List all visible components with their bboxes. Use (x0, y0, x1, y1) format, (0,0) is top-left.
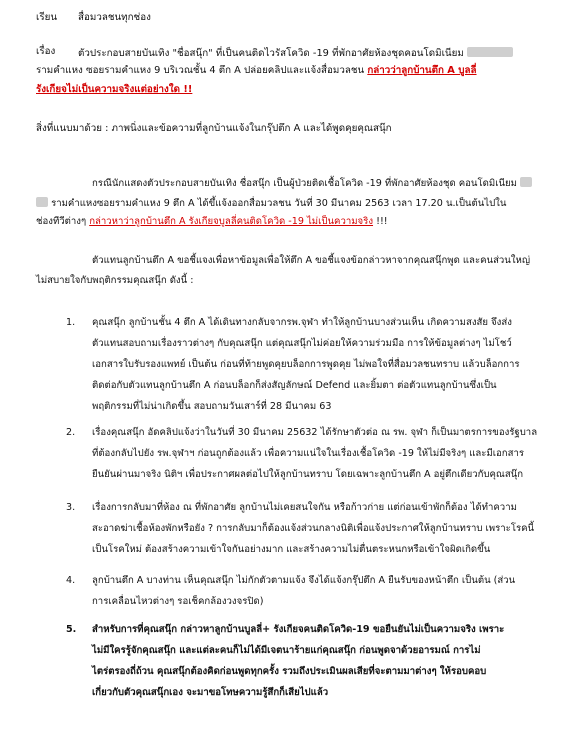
list-item-line: เป็นโรคใหม่ ต้องสร้างความเข้าใจกันอย่างมาก และสร้างความไม่ตื่นตระหนกหรือเข้าใจผิดเกิดขึ้น (92, 544, 491, 555)
list-item-number: 3. (66, 502, 76, 513)
intro-text-3-pre: ช่องทีวีต่างๆ (36, 216, 87, 227)
subject-text-1: ตัวประกอบสายบันเทิง "ชื่อสนุ๊ก" ที่เป็นคนติดไวรัสโควิด -19 ที่พักอาศัยห้องชุดคอนโดมิเนียม (78, 48, 464, 59)
redacted-name (467, 47, 513, 57)
list-item-number: 4. (66, 575, 76, 586)
list-item-line: สะอาดฆ่าเชื้อห้องพักหรือยัง ? การกลับมาก็ต้องแจ้งส่วนกลางนิติเพื่อแจ้งประกาศให้ลูกบ้านทราบ เพราะโรคนี้ (92, 523, 535, 534)
list-item-line: ที่ต้องกลับไปยัง รพ.จุฬาฯ ก่อนถูกต้องแล้ว เพื่อความแน่ใจในเรื่องเชื้อโควิด -19 ให้ไม่มีจริงๆ และมีเอกสาร (92, 448, 524, 459)
to-label: เรียน (36, 12, 58, 23)
list-item-line: เกี่ยวกับตัวคุณสนุ๊กเอง จะมาขอโทษความรู้สึกก็เสียไปแล้ว (92, 687, 329, 698)
list-item-line: เรื่องคุณสนุ๊ก อัดคลิปแจ้งว่าในวันที่ 30 มีนาคม 25632 ได้รักษาตัวต่อ ณ รพ. จุฬา ก็เป็นมาตรการของรัฐบาล (92, 427, 538, 438)
list-item-line: ยืนยันผ่านมาจริง นิติฯ เพื่อประกาศผลต่อไปให้ลูกบ้านทราบ โดยเฉพาะลูกบ้านตึก A อยู่ตึกเดียวกับคุณสนุ๊ก (92, 469, 524, 480)
list-item-number: 2. (66, 427, 76, 438)
list-item-line: ลูกบ้านตึก A บางท่าน เห็นคุณสนุ๊ก ไม่กักตัวตามแจ้ง จึงได้แจ้งกรุ๊ปตึก A ยืนรับของหน้าตึก เป็นต้น (ส่วน (92, 575, 516, 586)
subject-red-2: รังเกียจไม่เป็นความจริงแต่อย่างใด !! (36, 84, 193, 95)
list-item-line: คุณสนุ๊ก ลูกบ้านชั้น 4 ตึก A ได้เดินทางกลับจากรพ.จุฬา ทำให้ลูกบ้านบางส่วนเห็น เกิดความสงสัย จึงส่ง (92, 317, 512, 328)
list-item-line: เอกสารใบรับรองแพทย์ เป็นต้น ก่อนที่ท้ายพูดคุยบล็อกการพูดคุย ไม่พอใจที่สื่อมวลชนทราบ แล้วบล็อกการ (92, 359, 520, 370)
list-item-line: ติดต่อกับตัวแทนลูกบ้านตึก A ก่อนบล็อกก็ส่งสัญลักษณ์ Defend และยิ้มตา ต่อตัวแทนลูกบ้านซึ่งเป็น (92, 380, 497, 391)
list-item-line: ตัวแทนสอบถามเรื่องราวต่างๆ กับคุณสนุ๊ก แต่คุณสนุ๊กไม่ค่อยให้ความร่วมมือ การให้ข้อมูลต่างๆ ไม่โชว์ (92, 338, 512, 349)
list-item-line: ไตร่ตรองถี่ถ้วน คุณสนุ๊กต้องคิดก่อนพูดทุกครั้ง รวมถึงประเมินผลเสียที่จะตามมาต่างๆ ให้รอบคอบ (92, 666, 487, 677)
list-item-line: สำหรับการที่คุณสนุ๊ก กล่าวหาลูกบ้านบูลลี่+ รังเกียจคนติดโควิด-19 ขอยืนยันไม่เป็นความจริง เพราะ (92, 624, 505, 635)
list-item-number: 5. (66, 624, 77, 635)
subject-label: เรื่อง (36, 46, 56, 57)
intro-text-3-post: !!! (376, 216, 388, 227)
para2-line-1: ตัวแทนลูกบ้านตึก A ขอชี้แจงเพื่อหาข้อมูลเพื่อให้ตึก A ขอชี้แจงข้อกล่าวหาจากคุณสนุ๊กพูด และคนส่วนใหญ่ (92, 255, 531, 266)
list-item-line: ไม่มีใครรู้จักคุณสนุ๊ก และแต่ละคนก็ไม่ได้มีเจตนาร้ายแก่คุณสนุ๊ก ก่อนพูดจาด้วยอารมณ์ การไม่ (92, 645, 481, 656)
intro-line-2 (36, 197, 506, 209)
list-item-line: เรื่องการกลับมาที่ห้อง ณ ที่พักอาศัย ลูกบ้านไม่เคยสนใจกัน หรือก้าวก่าย แต่ก่อนเข้าพักก็ต้อง ได้ทำความ (92, 502, 517, 513)
intro-text-1: กรณีนักแสดงตัวประกอบสายบันเทิง ชื่อสนุ๊ก เป็นผู้ป่วยติดเชื้อโควิด -19 ที่พักอาศัยห้องชุด คอนโดมิเนียม (92, 178, 517, 189)
attachment-line: สิ่งที่แนบมาด้วย : ภาพนิ่งและข้อความที่ลูกบ้านแจ้งในกรุ๊ปตึก A และได้พูดคุยคุณสนุ๊ก (36, 123, 392, 134)
subject-line-2 (36, 66, 477, 76)
to-value: สื่อมวลชนทุกช่อง (78, 12, 151, 23)
subject-line-1 (78, 47, 513, 59)
list-item-line: การเคลื่อนไหวต่างๆ รอเช็คกล้องวงจรปิด) (92, 596, 264, 607)
para2-line-2: ไม่สบายใจกับพฤติกรรมคุณสนุ๊ก ดังนี้ : (36, 275, 194, 286)
redacted-name (520, 177, 532, 187)
list-item-line: พฤติกรรมที่ไม่น่าเกิดขึ้น สอบถามวันเสาร์ที่ 28 มีนาคม 63 (92, 401, 332, 412)
subject-text-2: รามคำแหง ซอยรามคำแหง 9 บริเวณชั้น 4 ตึก A ปล่อยคลิปและแจ้งสื่อมวลชน (36, 65, 365, 76)
intro-red-claim: กล่าวหาว่าลูกบ้านตึก A รังเกียจบูลลี่คนติดโควิด -19 ไม่เป็นความจริง (89, 216, 374, 227)
redacted-name (36, 197, 48, 207)
intro-line-3 (36, 217, 388, 227)
intro-line-1 (92, 177, 532, 189)
subject-red-1: กล่าวว่าลูกบ้านตึก A บูลลี่ (367, 65, 477, 76)
intro-text-2: รามคำแหงซอยรามคำแหง 9 ตึก A ได้ขึ้แจ้งออกสื่อมวลชน วันที่ 30 มีนาคม 2563 เวลา 17.20 น.เป็นต้นไปใน (51, 198, 507, 209)
list-item-number: 1. (66, 317, 76, 328)
